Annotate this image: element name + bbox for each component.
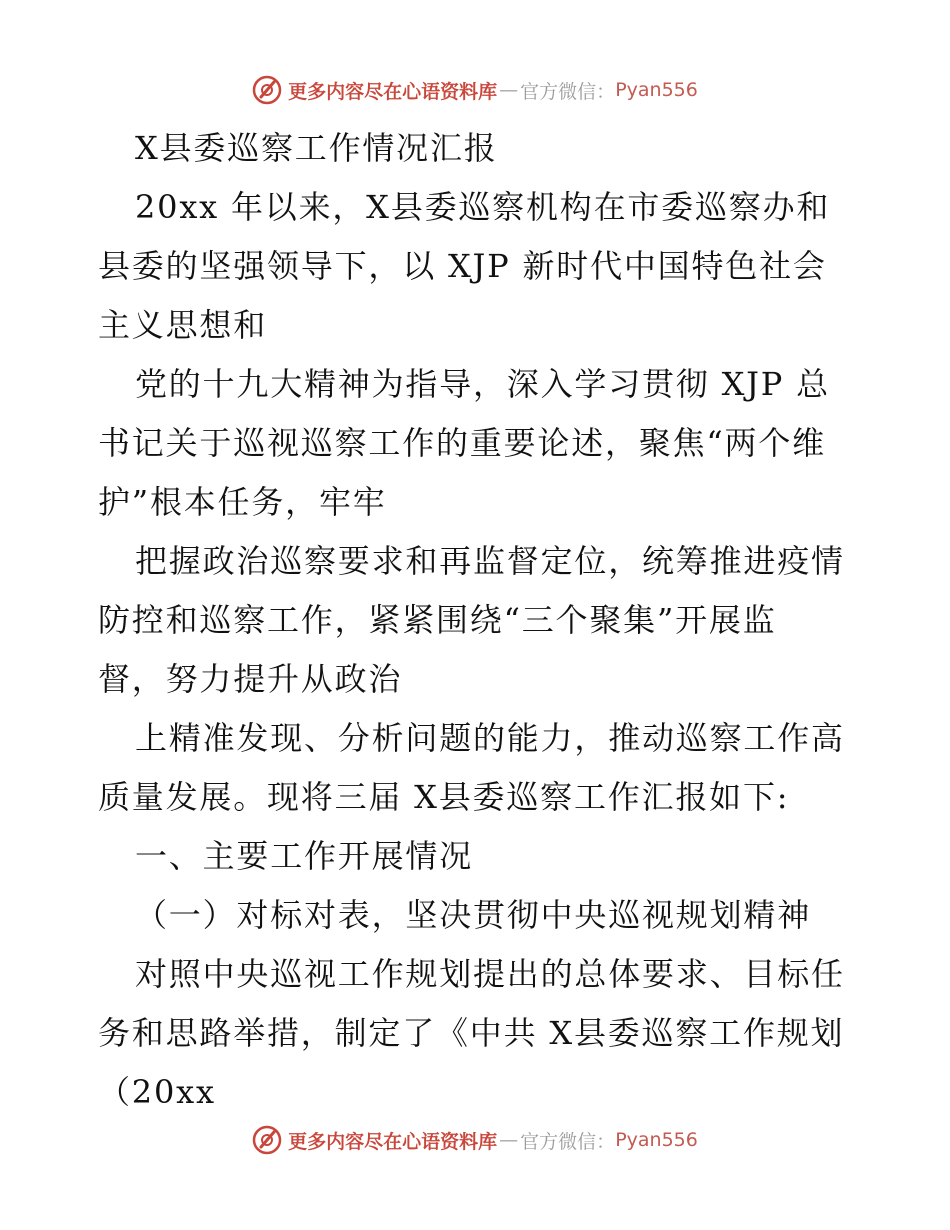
text-line: 防控和巡察工作，紧紧围绕“三个聚集”开展监	[98, 601, 777, 639]
text-line: 20xx 年以来，X县委巡察机构在市委巡察办和	[135, 188, 831, 226]
text-line: 党的十九大精神为指导，深入学习贯彻 XJP 总	[135, 365, 830, 403]
text-line: 对照中央巡视工作规划提出的总体要求、目标任	[135, 955, 845, 993]
watermark-footer	[0, 1120, 950, 1160]
text-line: 督，努力提升从政治	[98, 660, 403, 698]
text-line: 一、主要工作开展情况	[135, 837, 474, 875]
watermark-header	[0, 70, 950, 110]
cd-logo-icon	[252, 1125, 282, 1155]
text-line: 质量发展。现将三届 X县委巡察工作汇报如下:	[98, 778, 790, 816]
watermark-label: 官方微信：	[520, 80, 616, 103]
text-line: 县委的坚强领导下，以 XJP 新时代中国特色社会	[98, 247, 827, 285]
text-line: 把握政治巡察要求和再监督定位，统筹推进疫情	[135, 542, 845, 580]
cd-logo-icon	[252, 75, 282, 105]
text-line: 上精准发现、分析问题的能力，推动巡察工作高	[135, 719, 845, 757]
text-line: 主义思想和	[98, 306, 268, 344]
document-body	[98, 119, 858, 1122]
watermark-brand: 更多内容尽在心语资料库	[288, 80, 498, 103]
watermark-brand: 更多内容尽在心语资料库	[288, 1130, 498, 1153]
watermark-wechat-id: Pyan556	[615, 1129, 698, 1151]
text-line: 护”根本任务，牢牢	[98, 483, 387, 521]
text-line: （20xx	[98, 1073, 216, 1111]
watermark-separator: —	[499, 79, 519, 101]
watermark-wechat-id: Pyan556	[615, 79, 698, 101]
document-title: X县委巡察工作情况汇报	[135, 129, 498, 167]
watermark-separator: —	[499, 1129, 519, 1151]
text-line: 务和思路举措，制定了《中共 X县委巡察工作规划	[98, 1014, 845, 1052]
text-line: （一）对标对表，坚决贯彻中央巡视规划精神	[135, 896, 812, 934]
watermark-label: 官方微信：	[520, 1130, 616, 1153]
document-paragraphs	[98, 178, 858, 1122]
text-line: 书记关于巡视巡察工作的重要论述，聚焦“两个维	[98, 424, 826, 462]
